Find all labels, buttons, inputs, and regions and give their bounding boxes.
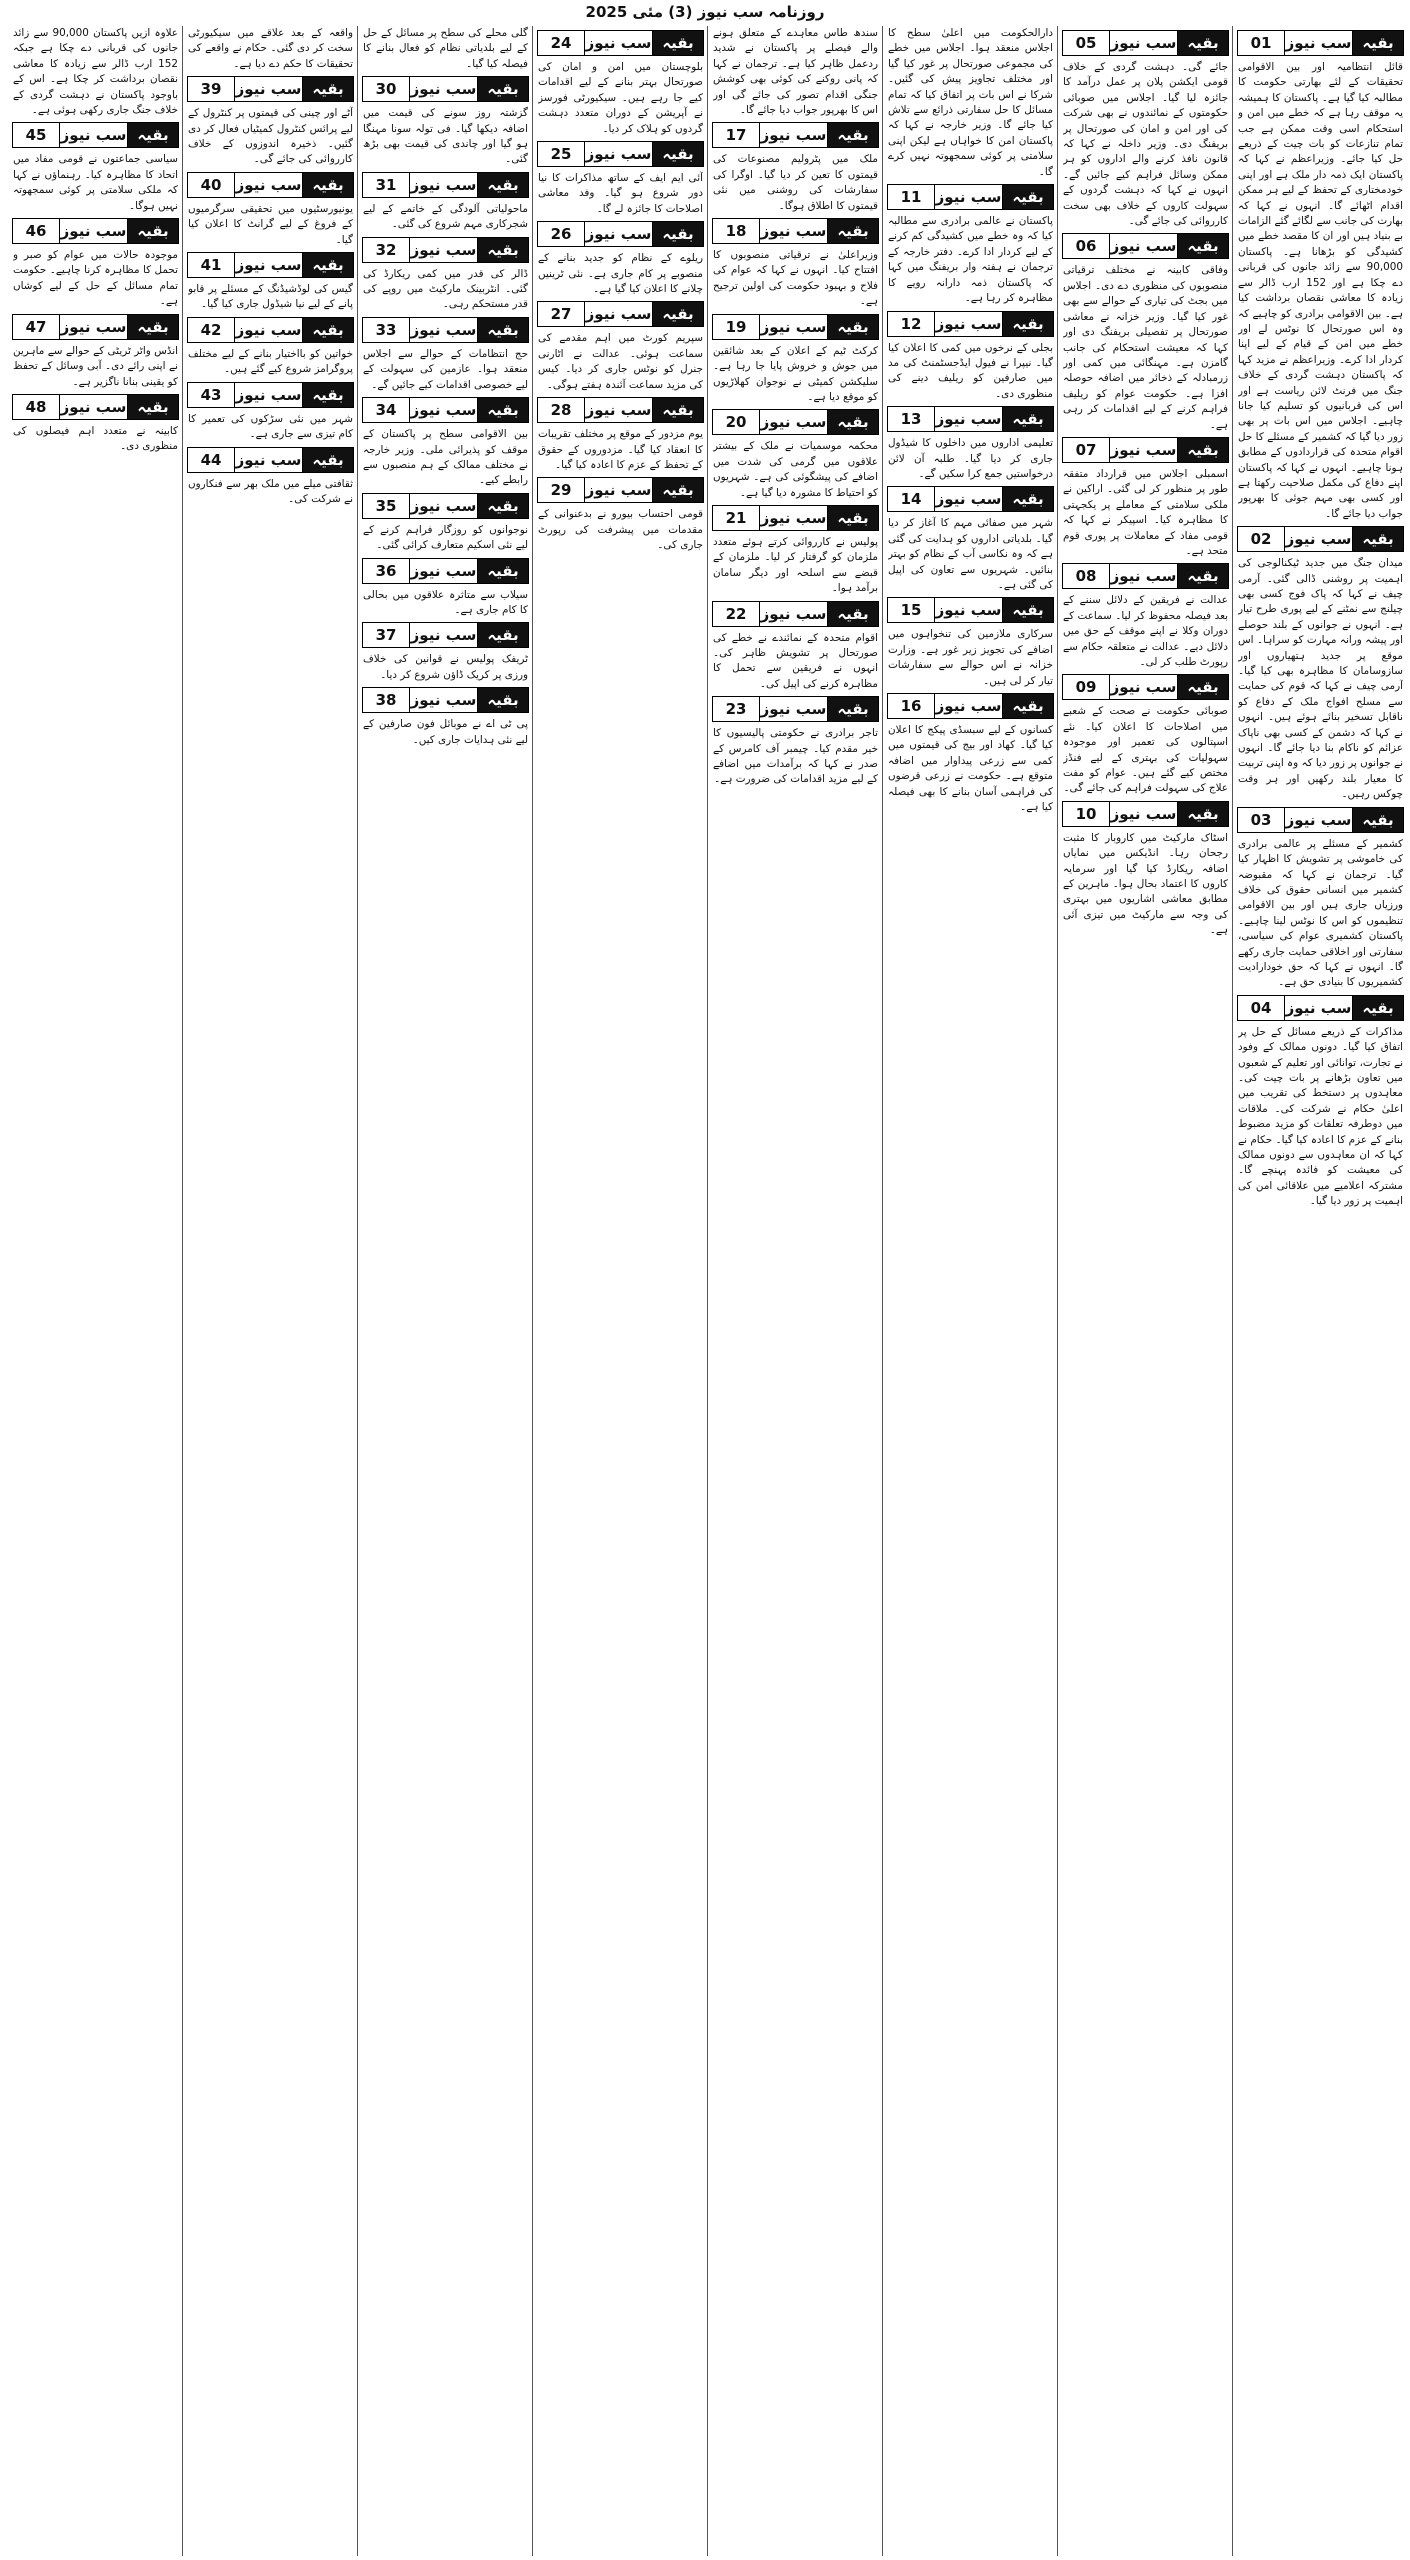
article-text: تعلیمی اداروں میں داخلوں کا شیڈول جاری کر دیا گیا۔ طلبہ آن لائن درخواستیں جمع کرا سکیں گے۔ bbox=[888, 437, 1053, 480]
continuation-badge bbox=[1062, 563, 1229, 589]
badge-number: 21 bbox=[713, 506, 760, 530]
continuation-badge bbox=[362, 76, 529, 102]
badge-number: 34 bbox=[363, 398, 410, 422]
article-text: ملک میں پٹرولیم مصنوعات کی قیمتوں کا تعین کر دیا گیا۔ اوگرا کی سفارشات کی روشنی میں نئی قیمتوں کا اطلاق ہوگا۔ bbox=[713, 153, 878, 212]
newspaper-masthead: روزنامہ سب نیوز (3) مئی 2025 bbox=[585, 3, 825, 21]
badge-label: سب نیوز bbox=[935, 694, 1003, 718]
continuation-badge bbox=[362, 558, 529, 584]
article-text: واقعہ کے بعد علاقے میں سیکیورٹی سخت کر دی گئی۔ حکام نے واقعے کی تحقیقات کا حکم دے دیا ہے۔ bbox=[188, 27, 353, 70]
badge-number: 45 bbox=[13, 123, 60, 147]
badge-number: 03 bbox=[1238, 808, 1285, 832]
continuation-badge bbox=[712, 696, 879, 722]
badge-number: 37 bbox=[363, 623, 410, 647]
continuation-badge bbox=[537, 221, 704, 247]
article-text: سیاسی جماعتوں نے قومی مفاد میں اتحاد کا مظاہرہ کیا۔ رہنماؤں نے کہا کہ ملکی سلامتی پر کوئی سمجھوتہ نہیں ہوگا۔ bbox=[13, 153, 178, 212]
badge-label: سب نیوز bbox=[235, 77, 303, 101]
badge-number: 31 bbox=[363, 173, 410, 197]
badge-label: سب نیوز bbox=[1110, 564, 1178, 588]
article-text: بین الاقوامی سطح پر پاکستان کے موقف کو پذیرائی ملی۔ وزیر خارجہ نے مختلف ممالک کے ہم منصبوں سے رابطے کیے۔ bbox=[363, 428, 528, 487]
badge-tag: بقیہ bbox=[828, 315, 878, 339]
columns-container bbox=[4, 26, 1406, 2556]
badge-label: سب نیوز bbox=[410, 173, 478, 197]
column-2 bbox=[1060, 26, 1231, 2556]
badge-number: 38 bbox=[363, 688, 410, 712]
badge-number: 32 bbox=[363, 238, 410, 262]
article-text: میدان جنگ میں جدید ٹیکنالوجی کی اہمیت پر روشنی ڈالی گئی۔ آرمی چیف نے کہا کہ پاک فوج کسی بھی چیلنج سے نمٹنے کے لیے پوری طرح تیار ہے۔ انہوں نے جوانوں کے بلند حوصلے اور پیشہ ورانہ مہارت کو سراہا۔ اس موقع پر جدید ہتھیاروں اور سازوسامان کا مظاہرہ بھی کیا گیا۔ آرمی چیف نے کہا کہ قوم کی حمایت سے مسلح افواج ملک کے دفاع کو ناقابل تسخیر بنائے ہوئے ہیں۔ انہوں نے کہا کہ دشمن کے کسی بھی ناپاک عزائم کو ناکام بنا دیا جائے گا۔ انہوں نے جوانوں پر زور دیا کہ وہ اپنی تربیت کا معیار بلند رکھیں اور ہر وقت چوکس رہیں۔ bbox=[1238, 557, 1403, 801]
continuation-badge bbox=[712, 601, 879, 627]
badge-label: سب نیوز bbox=[760, 506, 828, 530]
continuation-badge bbox=[887, 597, 1054, 623]
badge-tag: بقیہ bbox=[128, 219, 178, 243]
column-divider bbox=[532, 26, 533, 2556]
badge-tag: بقیہ bbox=[1178, 675, 1228, 699]
column-divider bbox=[357, 26, 358, 2556]
badge-label: سب نیوز bbox=[410, 77, 478, 101]
badge-tag: بقیہ bbox=[828, 506, 878, 530]
badge-label: سب نیوز bbox=[585, 142, 653, 166]
continuation-badge bbox=[1062, 30, 1229, 56]
badge-label: سب نیوز bbox=[1110, 802, 1178, 826]
badge-number: 40 bbox=[188, 173, 235, 197]
badge-tag: بقیہ bbox=[303, 77, 353, 101]
column-3 bbox=[885, 26, 1056, 2556]
article-text: بجلی کے نرخوں میں کمی کا اعلان کیا گیا۔ نیپرا نے فیول ایڈجسٹمنٹ کی مد میں صارفین کو ریلیف دینے کی منظوری دی۔ bbox=[888, 341, 1053, 400]
continuation-badge bbox=[1062, 801, 1229, 827]
continuation-badge bbox=[187, 317, 354, 343]
continuation-badge bbox=[1062, 674, 1229, 700]
article-text: گیس کی لوڈشیڈنگ کے مسئلے پر قابو پانے کے لیے نیا شیڈول جاری کیا گیا۔ bbox=[188, 283, 353, 311]
badge-number: 36 bbox=[363, 559, 410, 583]
badge-tag: بقیہ bbox=[478, 623, 528, 647]
continuation-badge bbox=[887, 693, 1054, 719]
continuation-badge bbox=[537, 397, 704, 423]
badge-label: سب نیوز bbox=[935, 185, 1003, 209]
continuation-badge bbox=[12, 122, 179, 148]
badge-tag: بقیہ bbox=[478, 494, 528, 518]
badge-label: سب نیوز bbox=[935, 407, 1003, 431]
badge-label: سب نیوز bbox=[935, 598, 1003, 622]
badge-number: 05 bbox=[1063, 31, 1110, 55]
badge-label: سب نیوز bbox=[585, 302, 653, 326]
badge-tag: بقیہ bbox=[653, 302, 703, 326]
continuation-badge bbox=[887, 311, 1054, 337]
badge-tag: بقیہ bbox=[828, 123, 878, 147]
article-text: صوبائی حکومت نے صحت کے شعبے میں اصلاحات کا اعلان کیا۔ نئے اسپتالوں کی تعمیر اور موجودہ سہولیات کی بہتری کے لیے فنڈز مختص کیے گئے ہیں۔ عوام کو مفت علاج کی سہولت فراہم کی جائے گی۔ bbox=[1063, 705, 1228, 795]
article-text: حج انتظامات کے حوالے سے اجلاس منعقد ہوا۔ عازمین کی سہولت کے لیے خصوصی اقدامات کیے جائیں گے۔ bbox=[363, 347, 528, 391]
column-8 bbox=[10, 26, 181, 2556]
continuation-badge bbox=[187, 382, 354, 408]
badge-tag: بقیہ bbox=[128, 395, 178, 419]
article-text: آٹے اور چینی کی قیمتوں پر کنٹرول کے لیے پرائس کنٹرول کمیٹیاں فعال کر دی گئیں۔ ذخیرہ اندوزوں کے خلاف کارروائی کی جائے گی۔ bbox=[188, 107, 353, 166]
article-text: خواتین کو بااختیار بنانے کے لیے مختلف پروگرامز شروع کیے گئے ہیں۔ bbox=[188, 347, 353, 376]
column-divider bbox=[182, 26, 183, 2556]
continuation-badge bbox=[712, 314, 879, 340]
continuation-badge bbox=[362, 237, 529, 263]
badge-label: سب نیوز bbox=[760, 602, 828, 626]
continuation-badge bbox=[887, 184, 1054, 210]
article-text: پاکستان نے عالمی برادری سے مطالبہ کیا کہ وہ خطے میں کشیدگی کم کرنے کے لیے کردار ادا کرے۔ دفتر خارجہ کے ترجمان نے ہفتہ وار بریفنگ میں کہا کہ پاکستان ذمہ دارانہ رویے کا مظاہرہ کر رہا ہے۔ bbox=[888, 215, 1053, 305]
badge-tag: بقیہ bbox=[478, 398, 528, 422]
badge-label: سب نیوز bbox=[935, 312, 1003, 336]
article-text: سرکاری ملازمین کی تنخواہوں میں اضافے کی تجویز زیر غور ہے۔ وزارت خزانہ نے اس حوالے سے سفارشات تیار کر لی ہیں۔ bbox=[888, 628, 1053, 687]
badge-number: 17 bbox=[713, 123, 760, 147]
badge-label: سب نیوز bbox=[760, 123, 828, 147]
continuation-badge bbox=[362, 622, 529, 648]
badge-tag: بقیہ bbox=[1353, 527, 1403, 551]
article-text: قومی احتساب بیورو نے بدعنوانی کے مقدمات میں پیشرفت کی رپورٹ جاری کی۔ bbox=[538, 508, 703, 552]
badge-number: 02 bbox=[1238, 527, 1285, 551]
badge-label: سب نیوز bbox=[1110, 438, 1178, 462]
badge-number: 13 bbox=[888, 407, 935, 431]
badge-tag: بقیہ bbox=[478, 173, 528, 197]
article-text: کشمیر کے مسئلے پر عالمی برادری کی خاموشی پر تشویش کا اظہار کیا گیا۔ ترجمان نے کہا کہ مقبوضہ کشمیر میں انسانی حقوق کی خلاف ورزیاں جاری ہیں اور بین الاقوامی تنظیموں کو اس کا نوٹس لینا چاہیے۔ پاکستان کشمیری عوام کی سیاسی، سفارتی اور اخلاقی حمایت جاری رکھے گا۔ انہوں نے کہا کہ حق خودارادیت کشمیریوں کا بنیادی حق ہے۔ bbox=[1238, 837, 1403, 989]
badge-number: 25 bbox=[538, 142, 585, 166]
article-text: آئی ایم ایف کے ساتھ مذاکرات کا نیا دور شروع ہو گیا۔ وفد معاشی اصلاحات کا جائزہ لے گا۔ bbox=[538, 172, 703, 215]
badge-label: سب نیوز bbox=[235, 448, 303, 472]
continuation-badge bbox=[12, 394, 179, 420]
continuation-badge bbox=[1237, 30, 1404, 56]
article-text: ٹریفک پولیس نے قوانین کی خلاف ورزی پر کریک ڈاؤن شروع کر دیا۔ bbox=[363, 653, 528, 681]
badge-number: 15 bbox=[888, 598, 935, 622]
continuation-badge bbox=[712, 409, 879, 435]
badge-number: 10 bbox=[1063, 802, 1110, 826]
badge-tag: بقیہ bbox=[1178, 438, 1228, 462]
badge-label: سب نیوز bbox=[60, 123, 128, 147]
column-divider bbox=[707, 26, 708, 2556]
article-text: علاوہ ازیں پاکستان 90,000 سے زائد جانوں کی قربانی دے چکا ہے جبکہ 152 ارب ڈالر سے زیادہ کا معاشی نقصان برداشت کر چکا ہے۔ اس کے باوجود پاکستان نے دہشت گردی کے خلاف جنگ جاری رکھی ہوئی ہے۔ bbox=[13, 27, 178, 117]
column-6 bbox=[360, 26, 531, 2556]
badge-number: 42 bbox=[188, 318, 235, 342]
badge-number: 30 bbox=[363, 77, 410, 101]
badge-number: 39 bbox=[188, 77, 235, 101]
article-text: شہر میں صفائی مہم کا آغاز کر دیا گیا۔ بلدیاتی اداروں کو ہدایت کی گئی ہے کہ وہ نکاسی آب کے نظام کو بہتر بنائیں۔ شہریوں سے تعاون کی اپیل کی گئی ہے۔ bbox=[888, 517, 1053, 591]
column-4 bbox=[710, 26, 881, 2556]
badge-number: 04 bbox=[1238, 996, 1285, 1020]
continuation-badge bbox=[887, 486, 1054, 512]
badge-tag: بقیہ bbox=[128, 123, 178, 147]
column-5 bbox=[535, 26, 706, 2556]
article-text: مذاکرات کے ذریعے مسائل کے حل پر اتفاق کیا گیا۔ دونوں ممالک کے وفود نے تجارت، توانائی اور تعلیم کے شعبوں میں تعاون بڑھانے پر بات چیت کی۔ معاہدوں پر دستخط کی تقریب میں اعلیٰ حکام نے شرکت کی۔ ملاقات میں دوطرفہ تعلقات کو مزید مضبوط بنانے کے عزم کا اعادہ کیا گیا۔ حکام نے کہا کہ ان معاہدوں سے دونوں ممالک کی معیشت کو فائدہ پہنچے گا۔ مشترکہ اعلامیے میں علاقائی امن کی اہمیت پر زور دیا گیا۔ bbox=[1238, 1025, 1403, 1208]
continuation-badge bbox=[362, 172, 529, 198]
badge-tag: بقیہ bbox=[478, 688, 528, 712]
article-text: وزیراعلیٰ نے ترقیاتی منصوبوں کا افتتاح کیا۔ انہوں نے کہا کہ عوام کی فلاح و بہبود حکومت کی اولین ترجیح ہے۔ bbox=[713, 249, 878, 308]
badge-tag: بقیہ bbox=[653, 31, 703, 55]
article-text: سپریم کورٹ میں اہم مقدمے کی سماعت ہوئی۔ عدالت نے اٹارنی جنرل کو نوٹس جاری کر دیا۔ کیس کی مزید سماعت آئندہ ہفتے ہوگی۔ bbox=[538, 332, 703, 391]
badge-tag: بقیہ bbox=[303, 253, 353, 277]
badge-label: سب نیوز bbox=[410, 688, 478, 712]
badge-label: سب نیوز bbox=[410, 398, 478, 422]
badge-label: سب نیوز bbox=[1285, 527, 1353, 551]
article-text: کابینہ نے متعدد اہم فیصلوں کی منظوری دی۔ bbox=[13, 424, 178, 453]
badge-tag: بقیہ bbox=[303, 318, 353, 342]
badge-number: 08 bbox=[1063, 564, 1110, 588]
badge-tag: بقیہ bbox=[1353, 808, 1403, 832]
badge-label: سب نیوز bbox=[1110, 675, 1178, 699]
badge-label: سب نیوز bbox=[235, 173, 303, 197]
article-text: محکمہ موسمیات نے ملک کے بیشتر علاقوں میں گرمی کی شدت میں اضافے کی پیشگوئی کی ہے۔ شہریوں کو احتیاط کا مشورہ دیا گیا ہے۔ bbox=[713, 440, 878, 499]
article-text: ثقافتی میلے میں ملک بھر سے فنکاروں نے شرکت کی۔ bbox=[188, 477, 353, 505]
badge-label: سب نیوز bbox=[760, 219, 828, 243]
badge-tag: بقیہ bbox=[1003, 407, 1053, 431]
badge-label: سب نیوز bbox=[585, 478, 653, 502]
continuation-badge bbox=[712, 122, 879, 148]
continuation-badge bbox=[1062, 437, 1229, 463]
continuation-badge bbox=[1062, 233, 1229, 259]
badge-tag: بقیہ bbox=[478, 559, 528, 583]
continuation-badge bbox=[362, 493, 529, 519]
continuation-badge bbox=[537, 141, 704, 167]
badge-tag: بقیہ bbox=[1178, 802, 1228, 826]
badge-number: 44 bbox=[188, 448, 235, 472]
continuation-badge bbox=[537, 301, 704, 327]
badge-label: سب نیوز bbox=[585, 222, 653, 246]
badge-tag: بقیہ bbox=[828, 410, 878, 434]
continuation-badge bbox=[1237, 995, 1404, 1021]
column-divider bbox=[1057, 26, 1058, 2556]
article-text: اسمبلی اجلاس میں قرارداد متفقہ طور پر منظور کر لی گئی۔ اراکین نے ملکی سلامتی کے معاملے پر یکجہتی کا مظاہرہ کیا۔ اسپیکر نے کہا کہ قومی مفاد کے معاملات پر پوری قوم متحد ہے۔ bbox=[1063, 467, 1228, 557]
badge-tag: بقیہ bbox=[303, 448, 353, 472]
article-text: ڈالر کی قدر میں کمی ریکارڈ کی گئی۔ انٹربینک مارکیٹ میں روپے کی قدر مستحکم رہی۔ bbox=[363, 267, 528, 311]
column-7 bbox=[185, 26, 356, 2556]
badge-number: 48 bbox=[13, 395, 60, 419]
badge-tag: بقیہ bbox=[1178, 31, 1228, 55]
badge-number: 47 bbox=[13, 315, 60, 339]
article-text: نوجوانوں کو روزگار فراہم کرنے کے لیے نئی اسکیم متعارف کرائی گئی۔ bbox=[363, 523, 528, 552]
badge-number: 33 bbox=[363, 318, 410, 342]
badge-tag: بقیہ bbox=[1353, 996, 1403, 1020]
badge-tag: بقیہ bbox=[1003, 598, 1053, 622]
article-text: عدالت نے فریقین کے دلائل سننے کے بعد فیصلہ محفوظ کر لیا۔ سماعت کے دوران وکلا نے اپنے موقف کے حق میں دلائل دیے۔ عدالت نے متعلقہ حکام سے رپورٹ طلب کر لی۔ bbox=[1063, 594, 1228, 668]
continuation-badge bbox=[187, 76, 354, 102]
column-divider bbox=[882, 26, 883, 2556]
badge-label: سب نیوز bbox=[760, 697, 828, 721]
badge-number: 07 bbox=[1063, 438, 1110, 462]
badge-label: سب نیوز bbox=[410, 494, 478, 518]
continuation-badge bbox=[362, 687, 529, 713]
badge-number: 09 bbox=[1063, 675, 1110, 699]
badge-number: 26 bbox=[538, 222, 585, 246]
badge-tag: بقیہ bbox=[478, 77, 528, 101]
article-text: کرکٹ ٹیم کے اعلان کے بعد شائقین میں جوش و خروش پایا جا رہا ہے۔ سلیکشن کمیٹی نے نوجوان کھلاڑیوں کو موقع دیا ہے۔ bbox=[713, 344, 878, 403]
badge-number: 23 bbox=[713, 697, 760, 721]
badge-tag: بقیہ bbox=[303, 173, 353, 197]
article-text: ماحولیاتی آلودگی کے خاتمے کے لیے شجرکاری مہم شروع کی گئی۔ bbox=[363, 202, 528, 231]
article-text: وفاقی کابینہ نے مختلف ترقیاتی منصوبوں کی منظوری دے دی۔ اجلاس میں بجٹ کی تیاری کے حوالے سے بھی غور کیا گیا۔ وزیر خزانہ نے معاشی صورتحال پر تفصیلی بریفنگ دی اور کہا کہ معیشت استحکام کی جانب گامزن ہے۔ مہنگائی میں کمی اور زرمبادلہ کے ذخائر میں اضافہ حوصلہ افزا ہے۔ حکومت عوام کو ریلیف فراہم کرنے کے لیے اقدامات کر رہی ہے۔ bbox=[1063, 264, 1228, 431]
badge-tag: بقیہ bbox=[1003, 312, 1053, 336]
badge-label: سب نیوز bbox=[410, 623, 478, 647]
badge-number: 19 bbox=[713, 315, 760, 339]
article-text: پولیس نے کارروائی کرتے ہوئے متعدد ملزمان کو گرفتار کر لیا۔ ملزمان کے قبضے سے اسلحہ اور دیگر سامان برآمد ہوا۔ bbox=[713, 535, 878, 595]
badge-tag: بقیہ bbox=[828, 602, 878, 626]
article-text: ریلوے کے نظام کو جدید بنانے کے منصوبے پر کام جاری ہے۔ نئی ٹرینیں چلانے کا اعلان کیا گیا ہے۔ bbox=[538, 252, 703, 296]
badge-number: 22 bbox=[713, 602, 760, 626]
badge-tag: بقیہ bbox=[828, 219, 878, 243]
continuation-badge bbox=[537, 477, 704, 503]
article-text: پی ٹی اے نے موبائل فون صارفین کے لیے نئی ہدایات جاری کیں۔ bbox=[363, 718, 528, 746]
article-text: سندھ طاس معاہدے کے متعلق ہونے والے فیصلے پر پاکستان نے شدید ردعمل ظاہر کیا ہے۔ ترجمان نے کہا کہ پانی روکنے کی کوئی بھی کوشش جنگی اقدام تصور کی جائے گی اور اس کا بھرپور جواب دیا جائے گا۔ bbox=[713, 27, 878, 117]
article-text: گزشتہ روز سونے کی قیمت میں اضافہ دیکھا گیا۔ فی تولہ سونا مہنگا ہو گیا اور چاندی کی قیمت بھی بڑھ گئی۔ bbox=[363, 107, 528, 166]
badge-label: سب نیوز bbox=[585, 398, 653, 422]
badge-number: 06 bbox=[1063, 234, 1110, 258]
article-text: یوم مزدور کے موقع پر مختلف تقریبات کا انعقاد کیا گیا۔ مزدوروں کے حقوق کے تحفظ کے عزم کا اعادہ کیا گیا۔ bbox=[538, 428, 703, 471]
article-text: موجودہ حالات میں عوام کو صبر و تحمل کا مظاہرہ کرنا چاہیے۔ حکومت تمام مسائل کے حل کے لیے کوشاں ہے۔ bbox=[13, 249, 178, 308]
continuation-badge bbox=[537, 30, 704, 56]
badge-number: 28 bbox=[538, 398, 585, 422]
badge-tag: بقیہ bbox=[653, 478, 703, 502]
article-text: دارالحکومت میں اعلیٰ سطح کا اجلاس منعقد ہوا۔ اجلاس میں خطے کی مجموعی صورتحال پر غور کیا گیا اور مختلف تجاویز پیش کی گئیں۔ شرکا نے اس بات پر اتفاق کیا کہ تمام مسائل کا حل سفارتی ذرائع سے تلاش کیا جائے گا۔ وزیر خارجہ نے کہا کہ پاکستان امن کا خواہاں ہے لیکن اپنی سلامتی پر کوئی سمجھوتہ نہیں کرے گا۔ bbox=[888, 27, 1053, 178]
article-text: جائے گی۔ دہشت گردی کے خلاف قومی ایکشن پلان پر عمل درآمد کا جائزہ لیا گیا۔ اجلاس میں صوبائی حکومتوں کے نمائندوں نے بھی شرکت کی اور امن و امان کی صورتحال پر بریفنگ دی۔ وزیر داخلہ نے کہا کہ قانون نافذ کرنے والے اداروں کو ہر ممکن وسائل فراہم کیے جائیں گے۔ انہوں نے کہا کہ دہشت گردوں کے سہولت کاروں کے خلاف بھی سخت کارروائی کی جائے گی۔ bbox=[1063, 61, 1228, 228]
badge-number: 35 bbox=[363, 494, 410, 518]
badge-tag: بقیہ bbox=[478, 238, 528, 262]
badge-tag: بقیہ bbox=[653, 222, 703, 246]
continuation-badge bbox=[187, 447, 354, 473]
article-text: قائل انتظامیہ اور بین الاقوامی تحقیقات کے لئے بھارتی حکومت کا مطالبہ کیا گیا ہے۔ پاکستان کا ہمیشہ یہ موقف رہا ہے کہ خطے میں امن و استحکام اسی وقت ممکن ہے جب تمام تنازعات کو بات چیت کے ذریعے حل کیا جائے۔ وزیراعظم نے کہا کہ پاکستان ایک ذمہ دار ملک ہے اور اپنی خودمختاری کے تحفظ کے لیے ہر ممکن اقدام اٹھائے گا۔ انہوں نے کہا کہ بھارت کی جانب سے لگائے گئے الزامات بے بنیاد ہیں اور ان کا مقصد خطے میں کشیدگی کو بڑھانا ہے۔ پاکستان 90,000 سے زائد جانوں کی قربانی دے چکا ہے اور 152 ارب ڈالر سے زیادہ کا معاشی نقصان برداشت کیا ہے۔ بین الاقوامی برادری کو چاہیے کہ وہ اس صورتحال کا نوٹس لے اور خطے میں امن کے قیام کے لیے اپنا کردار ادا کرے۔ وزیراعظم نے مزید کہا کہ پاکستان دہشت گردی کے خلاف جنگ میں فرنٹ لائن ریاست ہے اور اس کی قربانیوں کو تسلیم کیا جانا چاہیے۔ اجلاس میں اس بات پر بھی زور دیا گیا کہ کشمیر کے مسئلے کا حل اقوام متحدہ کی قراردادوں کے مطابق ہونا چاہیے۔ انہوں نے کہا کہ پاکستان اپنے دفاع کی مکمل صلاحیت رکھتا ہے اور کسی بھی مہم جوئی کا بھرپور جواب دیا جائے گا۔ bbox=[1238, 61, 1403, 520]
badge-number: 29 bbox=[538, 478, 585, 502]
continuation-badge bbox=[12, 218, 179, 244]
column-1 bbox=[1235, 26, 1406, 2556]
badge-tag: بقیہ bbox=[1178, 234, 1228, 258]
badge-number: 18 bbox=[713, 219, 760, 243]
badge-number: 16 bbox=[888, 694, 935, 718]
badge-label: سب نیوز bbox=[235, 253, 303, 277]
badge-tag: بقیہ bbox=[303, 383, 353, 407]
badge-label: سب نیوز bbox=[410, 318, 478, 342]
badge-label: سب نیوز bbox=[60, 395, 128, 419]
badge-label: سب نیوز bbox=[1285, 808, 1353, 832]
continuation-badge bbox=[712, 505, 879, 531]
badge-label: سب نیوز bbox=[585, 31, 653, 55]
continuation-badge bbox=[362, 317, 529, 343]
badge-tag: بقیہ bbox=[653, 398, 703, 422]
badge-tag: بقیہ bbox=[1178, 564, 1228, 588]
continuation-badge bbox=[887, 406, 1054, 432]
badge-number: 27 bbox=[538, 302, 585, 326]
badge-tag: بقیہ bbox=[478, 318, 528, 342]
badge-number: 24 bbox=[538, 31, 585, 55]
continuation-badge bbox=[1237, 526, 1404, 552]
badge-label: سب نیوز bbox=[760, 410, 828, 434]
article-text: بلوچستان میں امن و امان کی صورتحال بہتر بنانے کے لیے اقدامات کیے جا رہے ہیں۔ سیکیورٹی فورسز نے آپریشن کے دوران متعدد دہشت گردوں کو ہلاک کر دیا۔ bbox=[538, 61, 703, 135]
article-text: انڈس واٹر ٹریٹی کے حوالے سے ماہرین نے اپنی رائے دی۔ آبی وسائل کے تحفظ کو یقینی بنانا ناگزیر ہے۔ bbox=[13, 344, 178, 388]
badge-label: سب نیوز bbox=[1285, 31, 1353, 55]
badge-tag: بقیہ bbox=[1003, 185, 1053, 209]
badge-label: سب نیوز bbox=[1110, 234, 1178, 258]
badge-tag: بقیہ bbox=[828, 697, 878, 721]
article-text: تاجر برادری نے حکومتی پالیسیوں کا خیر مقدم کیا۔ چیمبر آف کامرس کے صدر نے کہا کہ برآمدات میں اضافے کے لیے مزید اقدامات کی ضرورت ہے۔ bbox=[713, 727, 878, 786]
badge-label: سب نیوز bbox=[235, 318, 303, 342]
badge-tag: بقیہ bbox=[1003, 487, 1053, 511]
badge-number: 14 bbox=[888, 487, 935, 511]
badge-number: 11 bbox=[888, 185, 935, 209]
badge-number: 46 bbox=[13, 219, 60, 243]
continuation-badge bbox=[712, 218, 879, 244]
badge-label: سب نیوز bbox=[235, 383, 303, 407]
article-text: گلی محلے کی سطح پر مسائل کے حل کے لیے بلدیاتی نظام کو فعال بنانے کا فیصلہ کیا گیا۔ bbox=[363, 27, 528, 70]
badge-tag: بقیہ bbox=[1003, 694, 1053, 718]
badge-tag: بقیہ bbox=[653, 142, 703, 166]
continuation-badge bbox=[187, 252, 354, 278]
badge-number: 41 bbox=[188, 253, 235, 277]
article-text: کسانوں کے لیے سبسڈی پیکج کا اعلان کیا گیا۔ کھاد اور بیج کی قیمتوں میں کمی سے زرعی پیداوار میں اضافہ متوقع ہے۔ حکومت نے زرعی قرضوں کی فراہمی آسان بنانے کا بھی فیصلہ کیا ہے۔ bbox=[888, 724, 1053, 814]
badge-label: سب نیوز bbox=[410, 559, 478, 583]
badge-tag: بقیہ bbox=[128, 315, 178, 339]
column-divider bbox=[1232, 26, 1233, 2556]
badge-label: سب نیوز bbox=[60, 219, 128, 243]
badge-label: سب نیوز bbox=[1110, 31, 1178, 55]
badge-number: 12 bbox=[888, 312, 935, 336]
article-text: اقوام متحدہ کے نمائندے نے خطے کی صورتحال پر تشویش ظاہر کی۔ انہوں نے فریقین سے تحمل کا مظاہرہ کرنے کی اپیل کی۔ bbox=[713, 631, 878, 690]
article-text: سیلاب سے متاثرہ علاقوں میں بحالی کا کام جاری ہے۔ bbox=[363, 588, 528, 616]
badge-tag: بقیہ bbox=[1353, 31, 1403, 55]
badge-label: سب نیوز bbox=[60, 315, 128, 339]
badge-number: 43 bbox=[188, 383, 235, 407]
continuation-badge bbox=[362, 397, 529, 423]
badge-number: 01 bbox=[1238, 31, 1285, 55]
article-text: اسٹاک مارکیٹ میں کاروبار کا مثبت رجحان رہا۔ انڈیکس میں نمایاں اضافہ ریکارڈ کیا گیا اور سرمایہ کاروں کا اعتماد بحال ہوا۔ ماہرین کے مطابق معاشی اشاریوں میں بہتری کی وجہ سے مارکیٹ میں تیزی آئی ہے۔ bbox=[1063, 831, 1228, 937]
badge-label: سب نیوز bbox=[1285, 996, 1353, 1020]
article-text: یونیورسٹیوں میں تحقیقی سرگرمیوں کے فروغ کے لیے گرانٹ کا اعلان کیا گیا۔ bbox=[188, 202, 353, 246]
continuation-badge bbox=[12, 314, 179, 340]
badge-label: سب نیوز bbox=[410, 238, 478, 262]
continuation-badge bbox=[1237, 807, 1404, 833]
badge-label: سب نیوز bbox=[760, 315, 828, 339]
continuation-badge bbox=[187, 172, 354, 198]
article-text: شہر میں نئی سڑکوں کی تعمیر کا کام تیزی سے جاری ہے۔ bbox=[188, 412, 353, 441]
badge-number: 20 bbox=[713, 410, 760, 434]
badge-label: سب نیوز bbox=[935, 487, 1003, 511]
